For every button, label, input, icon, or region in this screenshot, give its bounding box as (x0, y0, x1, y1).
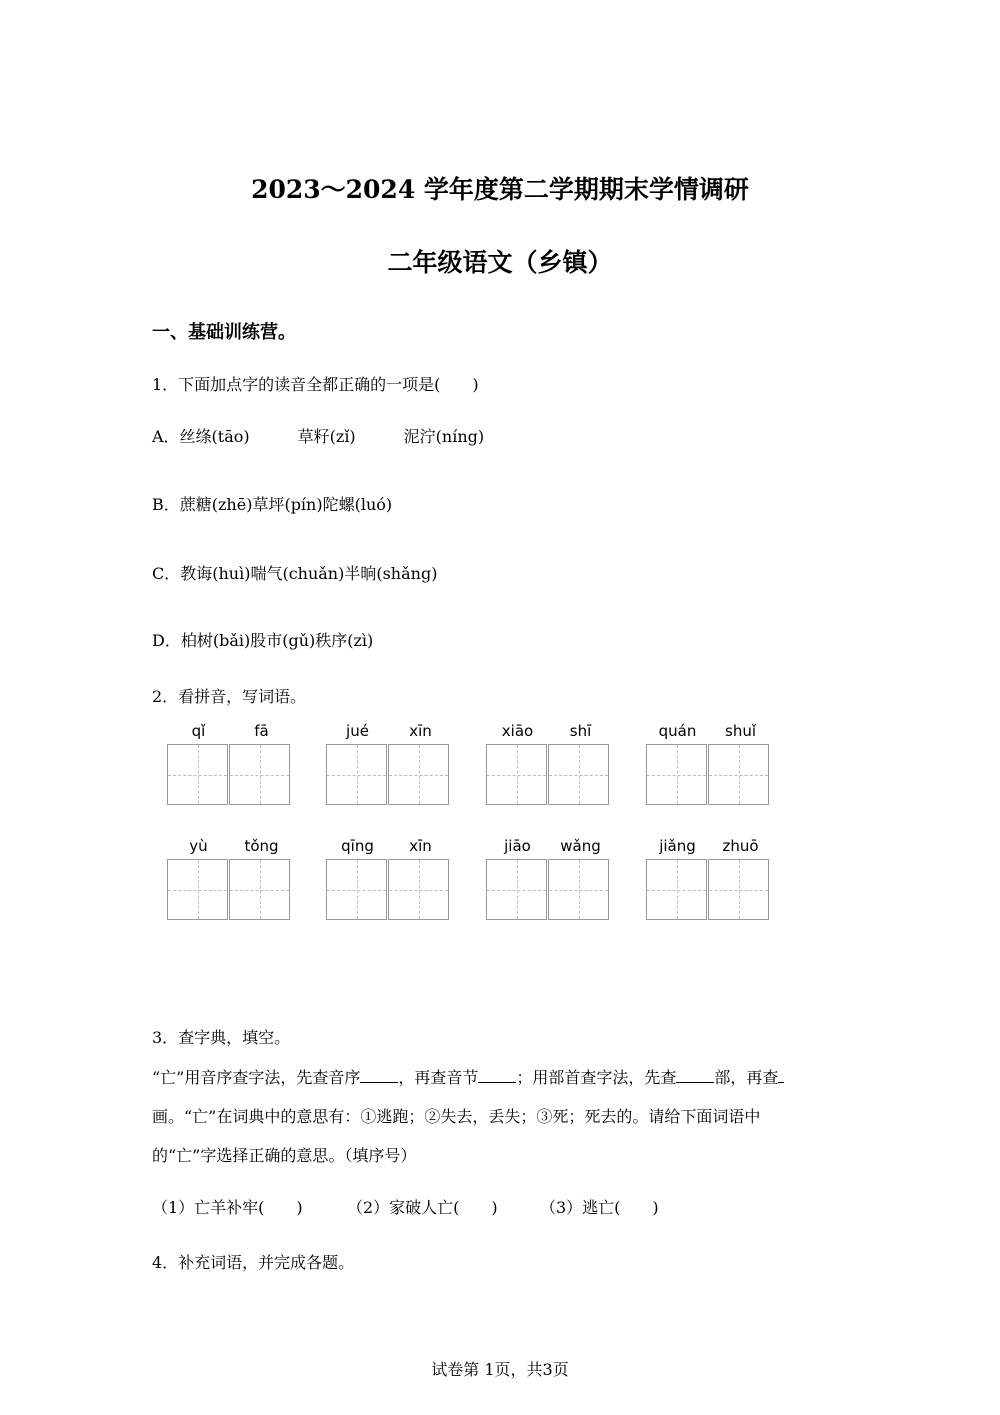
pinyin-label: shī (569, 722, 592, 740)
q3-text-b: ，再查音节 (398, 1068, 479, 1087)
page-footer: 试卷第 1页，共3页 (431, 1360, 569, 1379)
pinyin-label: xīn (409, 722, 432, 740)
pinyin-grid-group (486, 837, 612, 947)
writing-box[interactable] (486, 744, 547, 805)
question-3-line-1 (152, 1065, 784, 1088)
question-1-option-c: C．教诲(huì)喘气(chuǎn)半晌(shǎng) (152, 564, 438, 583)
question-4-stem: 4．补充词语，并完成各题。 (152, 1253, 355, 1272)
question-1-option-b: B．蔗糖(zhē)草坪(pín)陀螺(luó) (152, 495, 393, 514)
writing-box[interactable] (646, 859, 707, 920)
pinyin-label: tǒng (244, 837, 279, 855)
pinyin-grid-group (167, 722, 293, 832)
pinyin-label: jiǎng (659, 837, 696, 855)
writing-box[interactable] (167, 744, 228, 805)
writing-box[interactable] (229, 859, 290, 920)
writing-box[interactable] (548, 859, 609, 920)
page-title: 2023～2024 学年度第二学期期末学情调研 (251, 175, 749, 204)
question-3-line-2: 画。“亡”在词典中的意思有：①逃跑；②失去，丢失；③死；死去的。请给下面词语中 (152, 1107, 761, 1126)
q3-text-d: 部，再查 (714, 1068, 779, 1087)
writing-box[interactable] (167, 859, 228, 920)
pinyin-label: fā (254, 722, 269, 740)
pinyin-grid-group (167, 837, 293, 947)
answer-blank[interactable] (360, 1068, 398, 1083)
pinyin-grid-group (646, 722, 772, 832)
question-3-item-2: （2）家破人亡( ) (347, 1198, 498, 1217)
answer-blank[interactable] (778, 1068, 784, 1083)
writing-box[interactable] (646, 744, 707, 805)
section-heading: 一、基础训练营。 (152, 322, 296, 343)
writing-box[interactable] (229, 744, 290, 805)
q3-text-c: ；用部首查字法，先查 (516, 1068, 677, 1087)
page-subtitle: 二年级语文（乡镇） (387, 248, 613, 277)
question-1-option-a: A．丝绦(tāo) 草籽(zǐ) 泥泞(níng) (152, 427, 485, 446)
writing-box[interactable] (708, 859, 769, 920)
pinyin-grid-group (326, 837, 452, 947)
pinyin-label: jiāo (504, 837, 531, 855)
pinyin-label: zhuō (722, 837, 759, 855)
question-1-option-d: D．柏树(bǎi)股市(gǔ)秩序(zì) (152, 631, 374, 650)
writing-box[interactable] (548, 744, 609, 805)
pinyin-label: qǐ (191, 722, 206, 740)
pinyin-label: xiāo (501, 722, 534, 740)
answer-blank[interactable] (478, 1068, 516, 1083)
question-3-line-3: 的“亡”字选择正确的意思。（填序号） (152, 1146, 417, 1165)
writing-box[interactable] (326, 859, 387, 920)
pinyin-label: qīng (341, 837, 374, 855)
writing-box[interactable] (326, 744, 387, 805)
pinyin-label: yù (189, 837, 208, 855)
writing-box[interactable] (486, 859, 547, 920)
question-1-stem: 1．下面加点字的读音全都正确的一项是( ) (152, 375, 479, 394)
pinyin-label: xīn (409, 837, 432, 855)
pinyin-grid-group (646, 837, 772, 947)
question-3-stem: 3．查字典，填空。 (152, 1028, 291, 1047)
writing-box[interactable] (388, 744, 449, 805)
q3-text-a: “亡”用音序查字法，先查音序 (152, 1068, 361, 1087)
question-2-stem: 2．看拼音，写词语。 (152, 687, 307, 706)
pinyin-label: jué (346, 722, 369, 740)
question-3-item-1: （1）亡羊补牢( ) (152, 1198, 303, 1217)
pinyin-grid-group (486, 722, 612, 832)
pinyin-label: wǎng (560, 837, 601, 855)
writing-box[interactable] (388, 859, 449, 920)
question-3-item-3: （3）逃亡( ) (540, 1198, 659, 1217)
pinyin-grid-group (326, 722, 452, 832)
pinyin-label: shuǐ (725, 722, 756, 740)
answer-blank[interactable] (676, 1068, 714, 1083)
pinyin-label: quán (658, 722, 697, 740)
writing-box[interactable] (708, 744, 769, 805)
